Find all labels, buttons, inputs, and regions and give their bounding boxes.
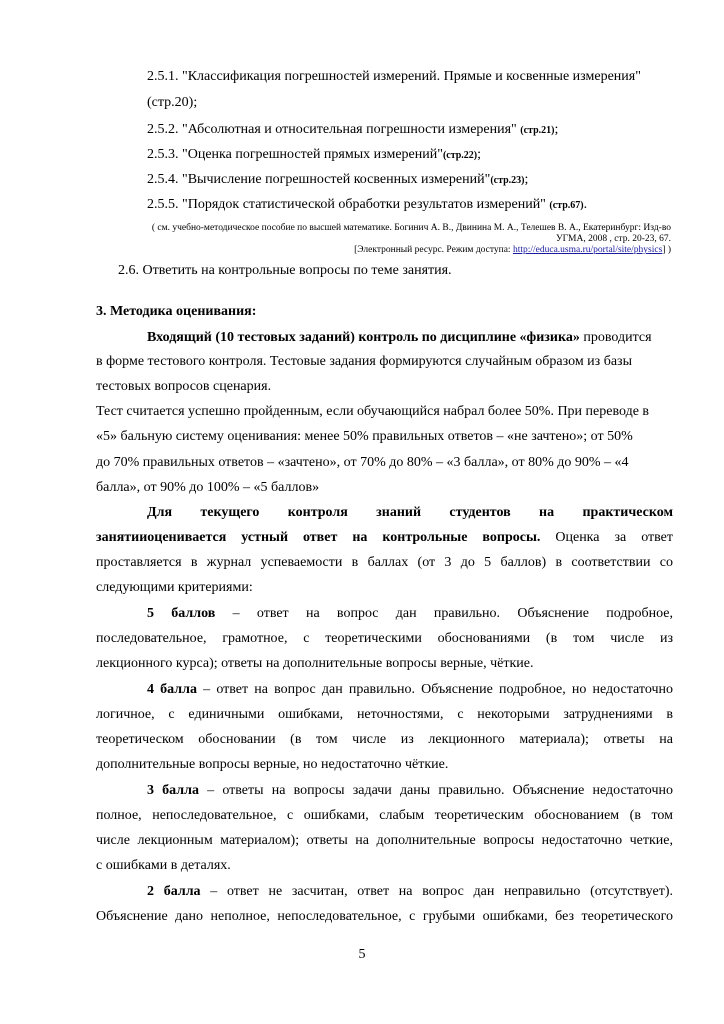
grade-3-line-4: с ошибками в деталях. [96, 858, 231, 873]
citation-link[interactable]: http://educa.usma.ru/portal/site/physics [512, 245, 663, 255]
grade-3-line-2: полное, непоследовательное, с ошибками, слабым теоретическим обоснованием (в том [96, 808, 673, 823]
grade-5-line-1: 5 баллов – ответ на вопрос дан правильно. Объяснение подробное, [147, 606, 674, 621]
subitem-2-5-4: 2.5.4. "Вычисление погрешностей косвенных измерений"(стр.23); [147, 172, 529, 187]
subitem-2-5-2: 2.5.2. "Абсолютная и относительная погрешности измерения" (стр.21); [147, 122, 559, 137]
grade-3-line-1: 3 балла – ответы на вопросы задачи даны правильно. Объяснение недостаточно [147, 783, 673, 798]
item-2-6: 2.6. Ответить на контрольные вопросы по теме занятия. [118, 263, 452, 278]
current-control-line-4: следующими критериями: [96, 580, 253, 595]
grade-2-line-1: 2 балла – ответ не засчитан, ответ на вопрос дан неправильно (отсутствует). [147, 884, 673, 899]
test-rule-line-4: балла», от 90% до 100% – «5 баллов» [96, 480, 320, 495]
entry-control-line-1: Входящий (10 тестовых заданий) контроль по дисциплине «физика» проводится [147, 330, 652, 345]
test-rule-line-3: до 70% правильных ответов – «зачтено», от 70% до 80% – «3 балла», от 80% до 90% – «4 [96, 455, 629, 470]
page-number: 5 [358, 947, 366, 962]
section-3-title: 3. Методика оценивания: [96, 304, 257, 319]
citation-line-1: ( см. учебно-методическое пособие по высшей математике. Богинич А. В., Двинина М. А., Телешев В. А., Екатеринбург: Изд-во [151, 223, 671, 233]
citation-line-3: [Электронный ресурс. Режим доступа: http://educa.usma.ru/portal/site/physics] ) [354, 245, 671, 255]
grade-4-line-4: дополнительные вопросы верные, но недостаточно чёткие. [96, 757, 449, 772]
test-rule-line-2: «5» бальную систему оценивания: менее 50% правильных ответов – «не зачтено»; от 50% [96, 429, 633, 444]
grade-2-line-2: Объяснение дано неполное, непоследовательное, с грубыми ошибками, без теоретического [96, 909, 673, 924]
grade-4-line-2: логичное, с единичными ошибками, неточностями, с некоторыми затруднениями в [96, 707, 673, 722]
current-control-line-2: занятииоценивается устный ответ на контрольные вопросы. Оценка за ответ [96, 530, 673, 545]
grade-4-line-1: 4 балла – ответ на вопрос дан правильно. Объяснение подробное, но недостаточно [147, 682, 673, 697]
grade-5-line-2: последовательное, грамотное, с теоретическими обоснованиями (в том числе из [96, 631, 673, 646]
subitem-2-5-5: 2.5.5. "Порядок статистической обработки результатов измерений" (стр.67). [147, 197, 588, 212]
grade-3-line-3: числе лекционным материалом); ответы на дополнительные вопросы недостаточно четкие, [96, 833, 673, 848]
current-control-line-1: Для текущего контроля знаний студентов на практическом [147, 505, 673, 520]
subitem-2-5-1-page: (стр.20); [147, 95, 198, 110]
grade-5-line-3: лекционного курса); ответы на дополнительные вопросы верные, чёткие. [96, 656, 534, 671]
citation-line-2: УГМА, 2008 , стр. 20-23, 67. [555, 234, 671, 244]
entry-control-line-2: в форме тестового контроля. Тестовые задания формируются случайным образом из базы [96, 354, 632, 369]
test-rule-line-1: Тест считается успешно пройденным, если обучающийся набрал более 50%. При переводе в [96, 404, 650, 419]
grade-4-line-3: теоретическом обосновании (в том числе из лекционного материала); ответы на [96, 732, 673, 747]
current-control-line-3: проставляется в журнал успеваемости в баллах (от 3 до 5 баллов) в соответствии со [96, 555, 673, 570]
entry-control-line-3: тестовых вопросов сценария. [96, 379, 272, 394]
subitem-2-5-3: 2.5.3. "Оценка погрешностей прямых измерений"(стр.22); [147, 147, 482, 162]
subitem-2-5-1: 2.5.1. "Классификация погрешностей измерений. Прямые и косвенные измерения" [147, 69, 641, 84]
